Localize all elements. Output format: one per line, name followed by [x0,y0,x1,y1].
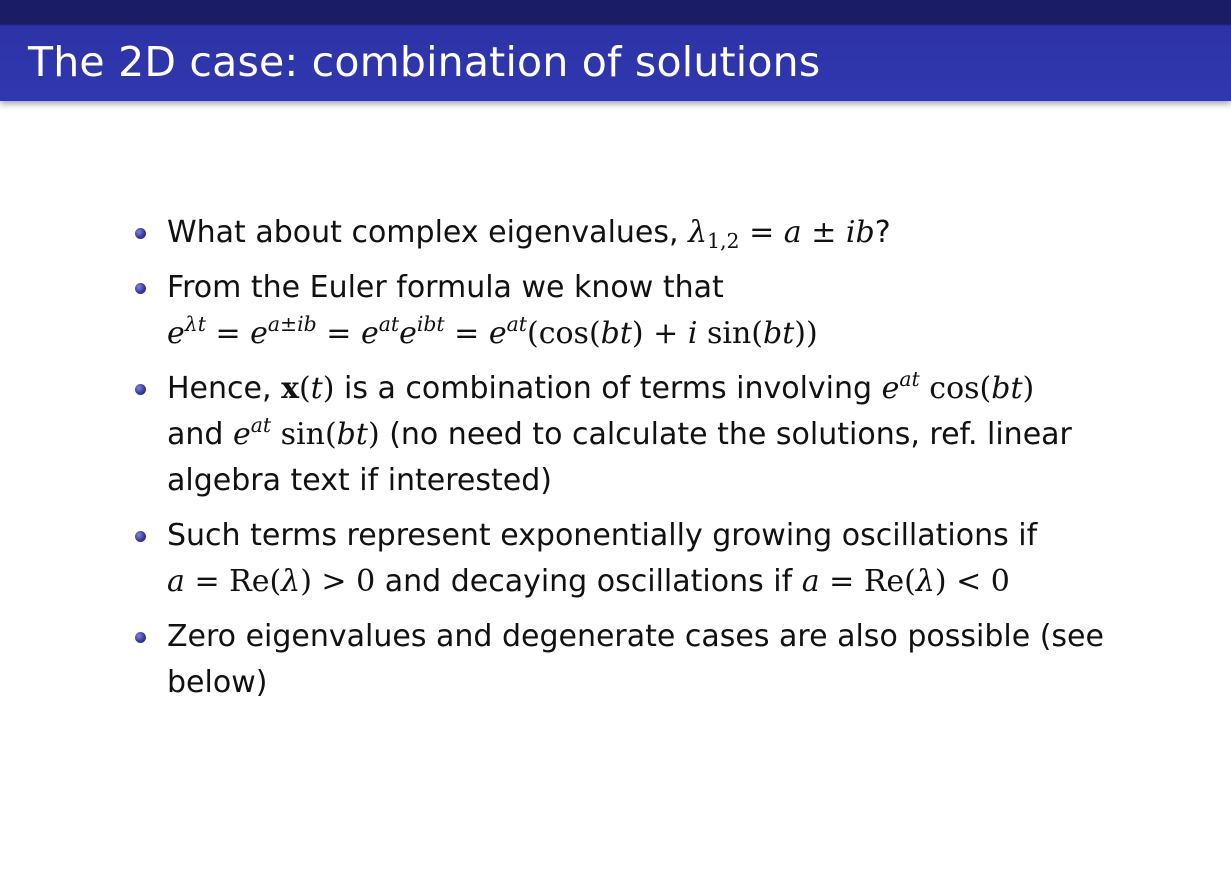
bullet-icon [135,283,146,294]
bullet-4-line-1: Such terms represent exponentially growing oscillations if [167,518,1038,553]
bullet-3-line-1: Hence, x(t) is a combination of terms involving $e^{at}$ cos(bt) [167,366,1035,406]
bullet-5-line-2: below) [167,665,268,700]
slide-title: The 2D case: combination of solutions [28,38,821,86]
bullet-4-line-2: a = Re(λ) > 0 and decaying oscillations if a = Re(λ) < 0 [167,564,1010,599]
bullet-item-2 [133,265,1193,357]
bullet-5-line-1: Zero eigenvalues and degenerate cases are also possible (see [167,619,1104,654]
bullet-list [133,210,1193,715]
slide-header [0,0,1231,101]
bullet-1-line-1: What about complex eigenvalues, $\lambda_{1,2} = a$ ± ib? [167,215,891,254]
bullet-2-line-2: $e^{\lambda t} = e^{a\pm ib} = e^{at}e^{ibt} = e^{at}(\cos(bt) + i$ sin(bt)) [167,311,818,351]
bullet-3-line-2: and $e^{at}$ sin(bt) (no need to calculate the solutions, ref. linear [167,412,1072,452]
bullet-item-3 [133,366,1193,504]
bullet-item-4 [133,513,1193,605]
bullet-2-line-1: From the Euler formula we know that [167,270,724,305]
bullet-icon [135,632,146,643]
bullet-item-5 [133,614,1193,706]
bullet-icon [135,228,146,239]
bullet-item-1 [133,210,1193,256]
bullet-icon [135,531,146,542]
bullet-icon [135,384,146,395]
bullet-3-line-3: algebra text if interested) [167,463,552,498]
